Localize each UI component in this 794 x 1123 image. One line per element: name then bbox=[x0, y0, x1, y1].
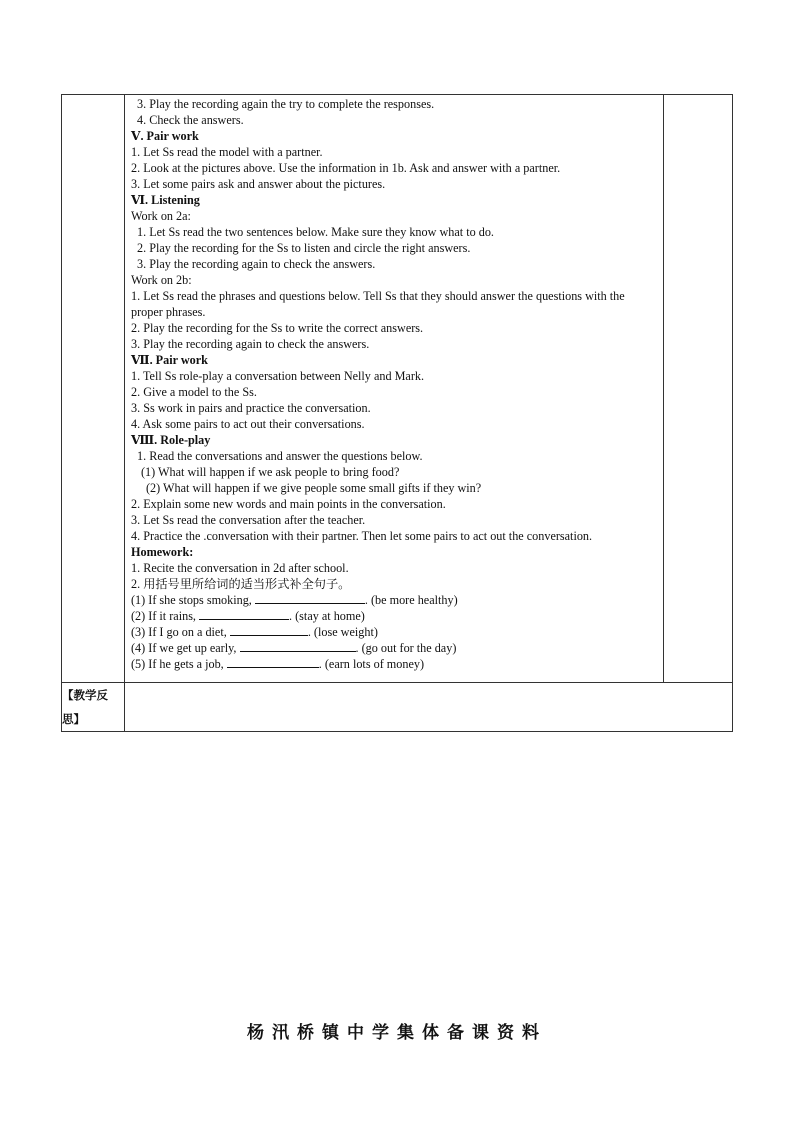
exercise-prompt: (4) If we get up early, bbox=[131, 641, 240, 655]
lesson-line: 4. Check the answers. bbox=[137, 113, 244, 127]
exercise-hint: . (lose weight) bbox=[307, 625, 378, 639]
answer-blank bbox=[227, 656, 319, 668]
lesson-line: 2. 用括号里所给词的适当形式补全句子。 bbox=[131, 577, 351, 591]
reflection-row bbox=[62, 683, 733, 732]
lesson-line: 1. Recite the conversation in 2d after school. bbox=[131, 561, 349, 575]
lesson-line: 1. Let Ss read the two sentences below. Make sure they know what to do. bbox=[137, 225, 494, 239]
lesson-content bbox=[125, 95, 663, 682]
lesson-line: 4. Practice the .conversation with their partner. Then let some pairs to act out the conversation. bbox=[131, 529, 593, 543]
notes-cell bbox=[664, 95, 733, 683]
lesson-line: 1. Let Ss read the model with a partner. bbox=[131, 145, 323, 159]
exercise-item bbox=[131, 608, 659, 624]
answer-blank bbox=[240, 640, 356, 652]
exercise-item bbox=[131, 640, 659, 656]
lesson-line: 1. Let Ss read the phrases and questions below. Tell Ss that they should answer the questions with the proper phrases. bbox=[131, 289, 625, 319]
lesson-line: 1. Read the conversations and answer the questions below. bbox=[137, 449, 423, 463]
lesson-content-cell bbox=[125, 95, 664, 683]
lesson-line: 3. Let some pairs ask and answer about the pictures. bbox=[131, 177, 386, 191]
exercise-item bbox=[131, 592, 659, 608]
lesson-line: (1) What will happen if we ask people to bring food? bbox=[141, 465, 400, 479]
exercise-prompt: (2) If it rains, bbox=[131, 609, 200, 623]
lesson-line: 3. Play the recording again to check the answers. bbox=[137, 257, 376, 271]
lesson-line: 2. Play the recording for the Ss to write the correct answers. bbox=[131, 321, 424, 335]
lesson-line: 2. Give a model to the Ss. bbox=[131, 385, 257, 399]
lesson-line: 3. Play the recording again to check the answers. bbox=[131, 337, 370, 351]
lesson-line: 3. Play the recording again the try to complete the responses. bbox=[137, 97, 435, 111]
answer-blank bbox=[199, 608, 289, 620]
exercise-item bbox=[131, 656, 659, 672]
section-heading: Homework: bbox=[131, 545, 194, 559]
section-heading: Ⅶ. Pair work bbox=[131, 353, 208, 367]
lesson-plan-table bbox=[61, 94, 733, 732]
exercise-hint: . (stay at home) bbox=[289, 609, 365, 623]
exercise-prompt: (5) If he gets a job, bbox=[131, 657, 227, 671]
lesson-line: 3. Ss work in pairs and practice the conversation. bbox=[131, 401, 371, 415]
lesson-line: 1. Tell Ss role-play a conversation between Nelly and Mark. bbox=[131, 369, 425, 383]
exercise-hint: . (earn lots of money) bbox=[318, 657, 425, 671]
lesson-line: 2. Explain some new words and main points in the conversation. bbox=[131, 497, 446, 511]
lesson-line: (2) What will happen if we give people some small gifts if they win? bbox=[146, 481, 482, 495]
exercise-item bbox=[131, 624, 659, 640]
answer-blank bbox=[255, 592, 365, 604]
lesson-line: Work on 2a: bbox=[131, 209, 191, 223]
lesson-row bbox=[62, 95, 733, 683]
section-heading: Ⅴ. Pair work bbox=[131, 129, 199, 143]
lesson-line: 2. Look at the pictures above. Use the information in 1b. Ask and answer with a partner. bbox=[131, 161, 561, 175]
reflection-content-cell bbox=[125, 683, 733, 732]
exercise-hint: . (go out for the day) bbox=[355, 641, 457, 655]
reflection-label: 【教学反思】 bbox=[62, 683, 125, 732]
exercise-hint: . (be more healthy) bbox=[364, 593, 458, 607]
exercise-prompt: (3) If I go on a diet, bbox=[131, 625, 230, 639]
left-label-cell bbox=[62, 95, 125, 683]
answer-blank bbox=[230, 624, 308, 636]
lesson-line: Work on 2b: bbox=[131, 273, 192, 287]
page-footer: 杨汛桥镇中学集体备课资料 bbox=[247, 1023, 547, 1043]
lesson-line: 4. Ask some pairs to act out their conversations. bbox=[131, 417, 365, 431]
lesson-line: 3. Let Ss read the conversation after the teacher. bbox=[131, 513, 366, 527]
lesson-line: 2. Play the recording for the Ss to listen and circle the right answers. bbox=[137, 241, 471, 255]
section-heading: Ⅷ. Role-play bbox=[131, 433, 211, 447]
exercise-prompt: (1) If she stops smoking, bbox=[131, 593, 255, 607]
section-heading: Ⅵ. Listening bbox=[131, 193, 200, 207]
